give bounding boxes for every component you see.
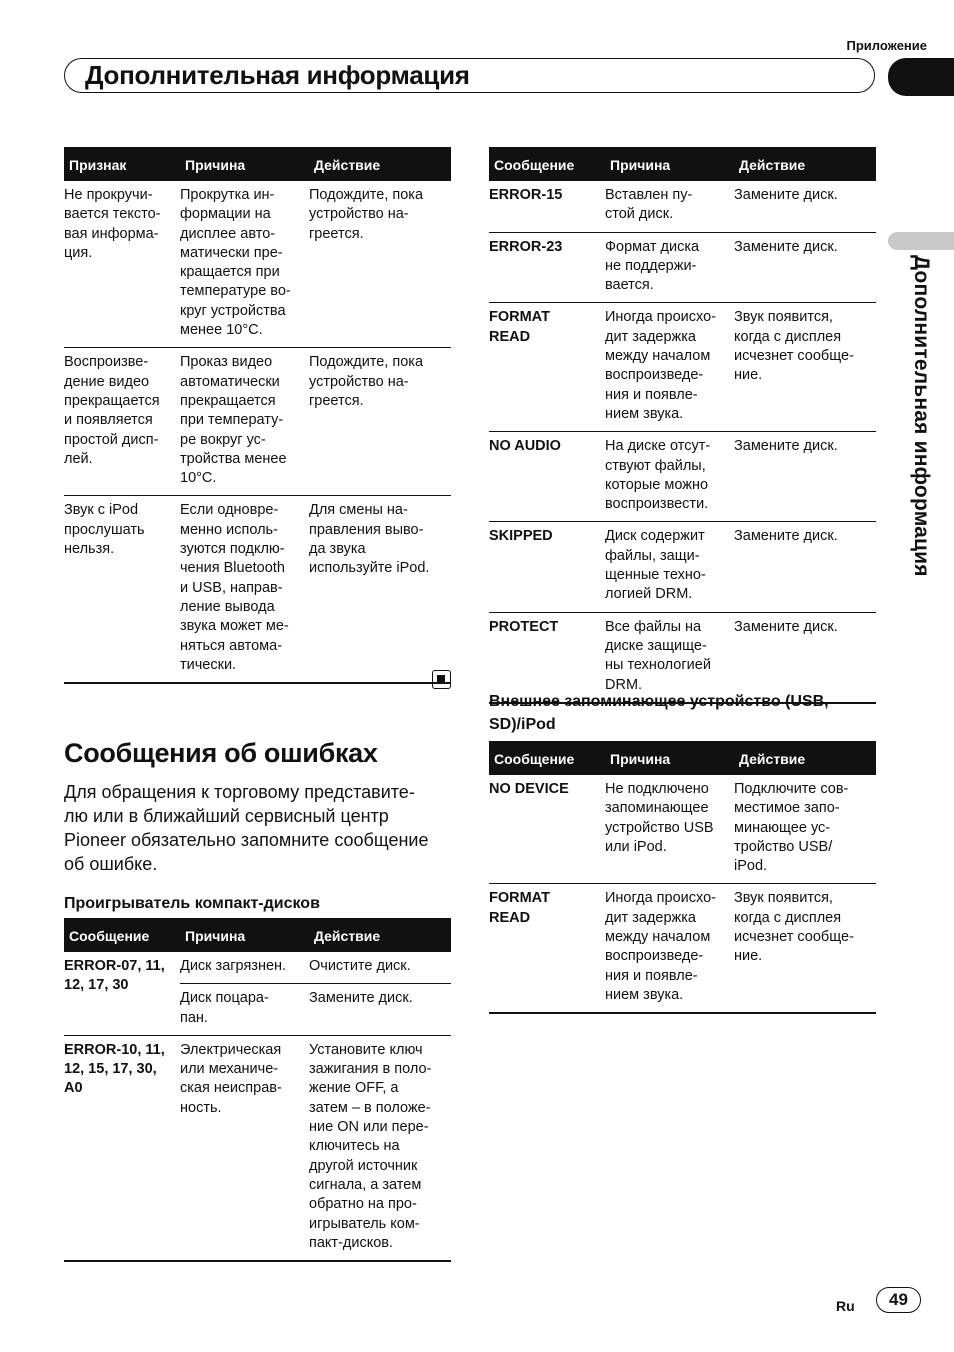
- language-label: Ru: [836, 1298, 855, 1314]
- cell: Все файлы на диске защище- ны технологией DRM.: [605, 612, 734, 703]
- cell: ERROR-10, 11, 12, 15, 17, 30, A0: [64, 1035, 180, 1261]
- col-header: Причина: [180, 918, 309, 952]
- cell: Подождите, пока устройство на- греется.: [309, 181, 451, 348]
- table-row: [489, 432, 876, 522]
- cell: Подключите сов- местимое запо- минающее ус- тройство USB/ iPod.: [734, 775, 876, 884]
- cell: ERROR-23: [489, 232, 605, 303]
- cell: Замените диск.: [734, 181, 876, 232]
- table-row: [489, 775, 876, 884]
- col-header: Сообщение: [489, 741, 605, 775]
- cell: Замените диск.: [734, 612, 876, 703]
- cell: Прокрутка ин- формации на дисплее авто- матически пре- кращается при температуре во- круг устройства менее 10°C.: [180, 181, 309, 348]
- col-header: Действие: [734, 741, 876, 775]
- cell: Не подключено запоминающее устройство USB или iPod.: [605, 775, 734, 884]
- cell: Звук появится, когда с дисплея исчезнет сообще- ние.: [734, 303, 876, 432]
- cell: ERROR-07, 11, 12, 17, 30: [64, 952, 180, 1035]
- cell: Если одновре- менно исполь- зуются подклю- чения Bluetooth и USB, направ- ление вывода звука может ме- няться автома- тически.: [180, 496, 309, 683]
- table-row: [64, 1035, 451, 1261]
- cell: Диск поцара- пан.: [180, 984, 309, 1036]
- cell: Замените диск.: [309, 984, 451, 1036]
- cd-error-table: [64, 918, 451, 1262]
- col-header: Действие: [309, 147, 451, 181]
- cell: NO DEVICE: [489, 775, 605, 884]
- usb-error-table: [489, 741, 876, 1014]
- cell: Иногда происхо- дит задержка между началом воспроизведе- ния и появле- нием звука.: [605, 884, 734, 1013]
- section-label: Приложение: [846, 38, 927, 53]
- col-header: Причина: [180, 147, 309, 181]
- col-header: Причина: [605, 147, 734, 181]
- table-row: [64, 181, 451, 348]
- col-header: Признак: [64, 147, 180, 181]
- cell: PROTECT: [489, 612, 605, 703]
- cell: Иногда происхо- дит задержка между началом воспроизведе- ния и появле- нием звука.: [605, 303, 734, 432]
- page-number: 49: [876, 1287, 921, 1313]
- table-row: [489, 522, 876, 612]
- side-tab-label: Дополнительная информация: [910, 255, 933, 577]
- table-row: [489, 884, 876, 1013]
- cell: FORMAT READ: [489, 884, 605, 1013]
- cell: Для смены на- правления выво- да звука используйте iPod.: [309, 496, 451, 683]
- chapter-tab: [888, 58, 954, 96]
- col-header: Причина: [605, 741, 734, 775]
- cell: FORMAT READ: [489, 303, 605, 432]
- usb-subheading: Внешнее запоминающее устройство (USB, SD)/iPod: [489, 693, 829, 733]
- cell: На диске отсут- ствуют файлы, которые можно воспроизвести.: [605, 432, 734, 522]
- page-title-box: [64, 58, 875, 93]
- chapter-tab-marker: [888, 232, 954, 250]
- cell: Воспроизве- дение видео прекращается и появляется простой дисп- лей.: [64, 348, 180, 496]
- table-row: [489, 232, 876, 303]
- cell: Электрическая или механиче- ская неисправ- ность.: [180, 1035, 309, 1261]
- cell: Звук появится, когда с дисплея исчезнет сообще- ние.: [734, 884, 876, 1013]
- symptoms-table: [64, 147, 451, 684]
- table-row: [64, 952, 451, 984]
- cell: Диск загрязнен.: [180, 952, 309, 984]
- section-heading: Сообщения об ошибках: [64, 738, 378, 768]
- cell: Замените диск.: [734, 522, 876, 612]
- table-row: [489, 181, 876, 232]
- end-of-section-icon: [432, 670, 451, 689]
- cell: Замените диск.: [734, 432, 876, 522]
- cell: Диск содержит файлы, защи- щенные техно- логией DRM.: [605, 522, 734, 612]
- cell: Звук с iPod прослушать нельзя.: [64, 496, 180, 683]
- col-header: Сообщение: [489, 147, 605, 181]
- table-row: [64, 348, 451, 496]
- page-title: Дополнительная информация: [85, 60, 470, 90]
- cell: SKIPPED: [489, 522, 605, 612]
- cell: ERROR-15: [489, 181, 605, 232]
- cell: Подождите, пока устройство на- греется.: [309, 348, 451, 496]
- cell: Установите ключ зажигания в поло- жение OFF, а затем – в положе- ние ON или пере- ключитесь на другой источник сигнала, а затем обратно на про- игрыватель ком- пакт-дисков.: [309, 1035, 451, 1261]
- cell: Замените диск.: [734, 232, 876, 303]
- col-header: Сообщение: [64, 918, 180, 952]
- table-row: [64, 496, 451, 683]
- cd-error-table-continued: [489, 147, 876, 704]
- table-row: [489, 303, 876, 432]
- intro-paragraph: Для обращения к торговому представите- лю или в ближайший сервисный центр Pioneer обязательно запомните сообщение об ошибке.: [64, 782, 429, 874]
- cell: Проказ видео автоматически прекращается при температу- ре вокруг ус- тройства менее 10°C.: [180, 348, 309, 496]
- cell: Не прокручи- вается тексто- вая информа- ция.: [64, 181, 180, 348]
- cell: NO AUDIO: [489, 432, 605, 522]
- col-header: Действие: [734, 147, 876, 181]
- col-header: Действие: [309, 918, 451, 952]
- cd-subheading: Проигрыватель компакт-дисков: [64, 895, 320, 912]
- cell: Очистите диск.: [309, 952, 451, 984]
- cell: Формат диска не поддержи- вается.: [605, 232, 734, 303]
- cell: Вставлен пу- стой диск.: [605, 181, 734, 232]
